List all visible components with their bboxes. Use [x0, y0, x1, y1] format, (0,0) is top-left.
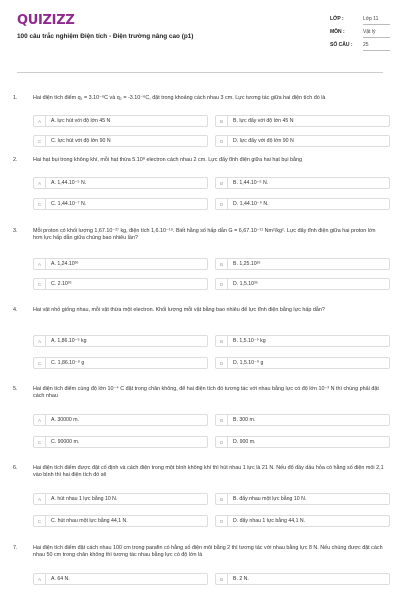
- option-letter: D: [216, 198, 228, 210]
- option-letter: C: [34, 515, 46, 527]
- option-a[interactable]: [33, 573, 208, 585]
- question-number: 7.: [13, 545, 18, 551]
- option-c[interactable]: [33, 357, 208, 369]
- option-text: A. hút nhau 1 lực bằng 10 N.: [51, 496, 118, 502]
- question-text: Hai vật nhỏ giống nhau, mỗi vật thừa một electron. Khối lượng mỗi vật bằng bao nhiêu để lực tĩnh điện bằng lực hấp dẫn?: [33, 307, 325, 313]
- option-letter: B: [216, 115, 228, 127]
- option-text: A. lực hút với độ lớn 45 N: [51, 118, 111, 124]
- option-a[interactable]: [33, 414, 208, 426]
- question-text: Hai hạt bụi trong không khí, mỗi hạt thừa 5.10⁸ electron cách nhau 2 cm. Lực đẩy tĩnh điện giữa hai hạt bụi bằng: [33, 157, 303, 163]
- option-text: D. lực đẩy với độ lớn 90 N: [233, 138, 294, 144]
- worksheet-header: [0, 0, 400, 72]
- option-text: A. 1,24.10³⁶: [51, 261, 79, 267]
- option-a[interactable]: [33, 335, 208, 347]
- option-a[interactable]: [33, 177, 208, 189]
- option-text: D. 1,5.10³⁵: [233, 281, 258, 287]
- meta-value: 25: [363, 42, 390, 51]
- option-letter: B: [216, 335, 228, 347]
- option-c[interactable]: [33, 198, 208, 210]
- option-text: C. hút nhau một lực bằng 44,1 N.: [51, 518, 128, 524]
- option-letter: A: [34, 258, 46, 270]
- option-letter: A: [34, 414, 46, 426]
- option-text: D. đẩy nhau 1 lực bằng 44,1 N.: [233, 518, 306, 524]
- option-text: C. 90000 m.: [51, 439, 80, 445]
- option-text: B. lực đẩy với độ lớn 45 N: [233, 118, 294, 124]
- meta-label: MÔN :: [330, 29, 345, 35]
- option-letter: D: [216, 436, 228, 448]
- question-text: Hai điện tích điểm cùng độ lớn 10⁻⁴ C đặt trong chân không, để hai điện tích đó tương tác với nhau bằng lực có độ lớn 10⁻³ N thì chúng phải đặt cách nhau: [33, 386, 379, 400]
- option-letter: B: [216, 258, 228, 270]
- worksheet-meta: [330, 16, 390, 55]
- option-letter: D: [216, 515, 228, 527]
- option-letter: A: [34, 115, 46, 127]
- option-text: B. 2 N.: [233, 576, 249, 582]
- option-text: B. 1,25.10²⁶: [233, 261, 261, 267]
- option-d[interactable]: [215, 357, 390, 369]
- worksheet-title: 100 câu trắc nghiệm Điện tích - Điện trường nâng cao (p1): [17, 33, 194, 40]
- option-letter: C: [34, 198, 46, 210]
- option-text: C. lực hút với độ lớn 90 N: [51, 138, 111, 144]
- option-letter: A: [34, 177, 46, 189]
- question-number: 3.: [13, 228, 18, 234]
- quizizz-logo: QUIZIZZ: [17, 13, 75, 28]
- option-letter: A: [34, 573, 46, 585]
- option-text: A. 1,86.10⁻⁹ kg: [51, 338, 87, 344]
- question-text: Hai điện tích điểm được đặt cố định và cách điện trong một bình không khí thì hút nhau 1 lực là 21 N. Nếu đổ đầy dầu hỏa có hằng số điện môi 2,1 vào bình thì hai điện tích đó sẽ: [33, 465, 384, 479]
- option-d[interactable]: [215, 278, 390, 290]
- option-b[interactable]: [215, 493, 390, 505]
- option-letter: D: [216, 278, 228, 290]
- option-d[interactable]: [215, 198, 390, 210]
- option-text: D. 1,5.10⁻⁹ g: [233, 360, 264, 366]
- question-text: Hai điện tích điểm đặt cách nhau 100 cm trong parafin có hằng số điện môi bằng 2 thì tương tác với nhau bằng lực 8 N. Nếu chúng được đặt cách nhau 50 cm trong chân không thì tương tác nhau bằng lực có độ lớn là: [33, 545, 383, 559]
- meta-row-class: [330, 16, 390, 29]
- option-text: C. 1,44.10⁻⁷ N.: [51, 201, 87, 207]
- option-b[interactable]: [215, 414, 390, 426]
- option-letter: A: [34, 335, 46, 347]
- question-number: 2.: [13, 157, 18, 163]
- option-text: A. 30000 m.: [51, 417, 79, 423]
- option-d[interactable]: [215, 515, 390, 527]
- option-c[interactable]: [33, 135, 208, 147]
- option-text: D. 1,44.10⁻⁹ N.: [233, 201, 269, 207]
- option-b[interactable]: [215, 258, 390, 270]
- option-b[interactable]: [215, 177, 390, 189]
- question-number: 4.: [13, 307, 18, 313]
- meta-label: LỚP :: [330, 16, 344, 22]
- option-a[interactable]: [33, 258, 208, 270]
- question-number: 6.: [13, 465, 18, 471]
- question-text: Hai điện tích điểm q₁ = 3.10⁻⁶C và q₂ = -3.10⁻⁶C, đặt trong khoảng cách nhau 3 cm. Lực tương tác giữa hai điện tích đó là: [33, 95, 326, 101]
- option-b[interactable]: [215, 573, 390, 585]
- option-a[interactable]: [33, 493, 208, 505]
- option-letter: C: [34, 278, 46, 290]
- option-b[interactable]: [215, 335, 390, 347]
- header-divider: [17, 72, 383, 73]
- option-text: B. 300 m.: [233, 417, 256, 423]
- option-text: A. 64 N.: [51, 576, 70, 582]
- question-number: 1.: [13, 95, 18, 101]
- option-letter: A: [34, 493, 46, 505]
- question-number: 5.: [13, 386, 18, 392]
- option-text: D. 900 m.: [233, 439, 256, 445]
- option-text: A. 1,44.10⁻⁵ N.: [51, 180, 87, 186]
- option-letter: D: [216, 135, 228, 147]
- option-c[interactable]: [33, 436, 208, 448]
- option-letter: B: [216, 414, 228, 426]
- meta-value: Lớp 11: [363, 16, 390, 25]
- option-a[interactable]: [33, 115, 208, 127]
- option-letter: C: [34, 357, 46, 369]
- option-text: B. 1,44.10⁻⁶ N.: [233, 180, 269, 186]
- question-text: Mỗi proton có khối lượng 1,67.10⁻²⁷ kg, điện tích 1,6.10⁻¹⁹. Biết hằng số hấp dẫn G = 6,67.10⁻¹¹ Nm²/kg². Lực đẩy tĩnh điện giữa hai proton lớn hơn lực hấp dẫn giữa chúng bao nhiêu lần?: [33, 228, 376, 242]
- option-text: C. 1,86.10⁻⁹ g: [51, 360, 85, 366]
- option-text: C. 2.10³⁵: [51, 281, 72, 287]
- option-letter: D: [216, 357, 228, 369]
- option-letter: B: [216, 177, 228, 189]
- meta-row-subject: [330, 29, 390, 42]
- meta-row-question-count: [330, 42, 390, 55]
- option-d[interactable]: [215, 436, 390, 448]
- option-d[interactable]: [215, 135, 390, 147]
- option-letter: C: [34, 135, 46, 147]
- option-c[interactable]: [33, 515, 208, 527]
- option-c[interactable]: [33, 278, 208, 290]
- option-letter: C: [34, 436, 46, 448]
- option-letter: B: [216, 493, 228, 505]
- option-text: B. đẩy nhau một lực bằng 10 N.: [233, 496, 307, 502]
- option-b[interactable]: [215, 115, 390, 127]
- meta-label: SỐ CÂU :: [330, 42, 353, 48]
- option-letter: B: [216, 573, 228, 585]
- meta-value: Vật lý: [363, 29, 390, 38]
- option-text: B. 1,5.10⁻⁹ kg: [233, 338, 266, 344]
